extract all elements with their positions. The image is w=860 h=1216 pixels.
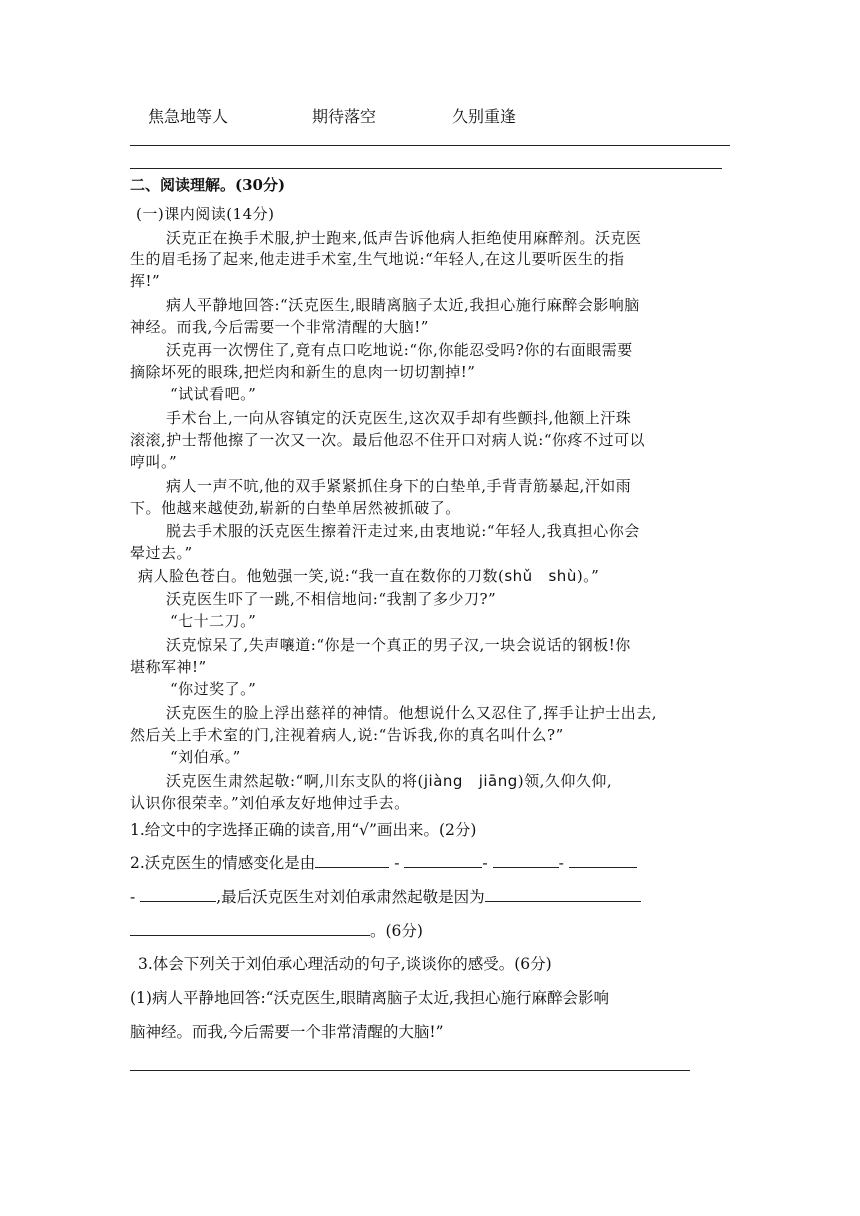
question-3-quote: 脑神经。而我,今后需要一个非常清醒的大脑!” [130,1023,444,1041]
dash: - [558,854,564,872]
pinyin-choice[interactable]: jiàng jiāng [423,772,518,790]
answer-blank[interactable] [140,887,216,902]
passage-line: 摘除坏死的眼珠,把烂肉和新生的息肉一切切割掉!” [130,363,476,381]
dash: - [394,854,400,872]
passage-line: 沃克正在换手术服,护士跑来,低声告诉他病人拒绝使用麻醉剂。沃克医 [166,229,642,247]
passage-line: 沃克医生吓了一跳,不相信地问:“我割了多少刀?” [166,590,497,608]
passage-line: 认识你很荣幸。”刘伯承友好地伸过手去。 [130,794,410,812]
answer-blank[interactable] [569,853,637,868]
dash: - [482,854,488,872]
answer-blank[interactable] [130,921,370,936]
answer-line[interactable] [130,1070,690,1071]
passage-line: 沃克惊呆了,失声嚷道:“你是一个真正的男子汉,一块会说话的钢板!你 [166,636,631,654]
answer-blank[interactable] [485,887,641,902]
phrase-1: 焦急地等人 [148,107,229,126]
answer-line[interactable] [130,145,730,146]
passage-line: 哼叫。” [130,453,178,471]
passage-line: 手术台上,一向从容镇定的沃克医生,这次双手却有些颤抖,他额上汗珠 [166,409,632,427]
passage-line: “七十二刀。” [170,612,257,630]
question-2-line-3 [130,919,423,941]
passage-line: “你过奖了。” [170,680,257,698]
question-2-text: 。(6分) [370,922,423,940]
question-2-line-1 [130,851,637,873]
answer-blank[interactable] [404,853,482,868]
passage-line: “刘伯承。” [170,748,241,766]
dash: - [130,888,136,906]
answer-blank[interactable] [493,853,559,868]
passage-line: 病人一声不吭,他的双手紧紧抓住身下的白垫单,手背青筋暴起,汗如雨 [166,477,632,495]
question-3: 3.体会下列关于刘伯承心理活动的句子,谈谈你的感受。(6分) [138,955,552,973]
answer-line[interactable] [130,168,722,169]
passage-line: 然后关上手术室的门,注视着病人,说:“告诉我,你的真名叫什么?” [130,726,564,744]
passage-line: 堪称军神!” [130,658,207,676]
question-2-text: ,最后沃克医生对刘伯承肃然起敬是因为 [216,888,485,906]
passage-line: 沃克医生的脸上浮出慈祥的神情。他想说什么又忍住了,挥手让护士出去, [166,704,658,722]
passage-line: 神经。而我,今后需要一个非常清醒的大脑!” [130,318,429,336]
passage-line: 下。他越来越使劲,崭新的白垫单居然被抓破了。 [130,499,461,517]
question-2-line-2 [130,885,641,907]
passage-line: 晕过去。” [130,544,193,562]
question-1: 1.给文中的字选择正确的读音,用“√”画出来。(2分) [130,821,477,839]
pinyin-choice[interactable]: shǔ shù [504,567,577,585]
question-3-quote: (1)病人平静地回答:“沃克医生,眼睛离脑子太近,我担心施行麻醉会影响 [130,989,609,1007]
passage-line: 病人平静地回答:“沃克医生,眼睛离脑子太近,我担心施行麻醉会影响脑 [166,296,640,314]
answer-blank[interactable] [315,853,389,868]
phrase-3: 久别重逢 [452,107,517,126]
passage-line [138,565,599,586]
section-title: 二、阅读理解。(30分) [130,176,286,194]
passage-line: “试试看吧。” [170,385,257,403]
passage-line: 滚滚,护士帮他擦了一次又一次。最后他忍不住开口对病人说:“你疼不过可以 [130,431,645,449]
passage-line: 生的眉毛扬了起来,他走进手术室,生气地说:“年轻人,在这儿要听医生的指 [130,250,625,268]
passage-text: )。” [576,567,600,585]
passage-text: )领,久仰久仰, [517,772,613,790]
passage-line: 沃克再一次愣住了,竟有点口吃地说:“你,你能忍受吗?你的右面眼需要 [166,341,633,359]
passage-line [166,770,612,791]
subsection-title: (一)课内阅读(14分) [136,205,275,223]
passage-text: 沃克医生肃然起敬:“啊,川东支队的将( [166,772,424,790]
question-2-text: 2.沃克医生的情感变化是由 [130,854,316,872]
phrase-2: 期待落空 [312,107,377,126]
passage-line: 脱去手术服的沃克医生擦着汗走过来,由衷地说:“年轻人,我真担心你会 [166,522,640,540]
passage-line: 挥!” [130,272,161,290]
passage-text: 病人脸色苍白。他勉强一笑,说:“我一直在数你的刀数( [138,567,505,585]
